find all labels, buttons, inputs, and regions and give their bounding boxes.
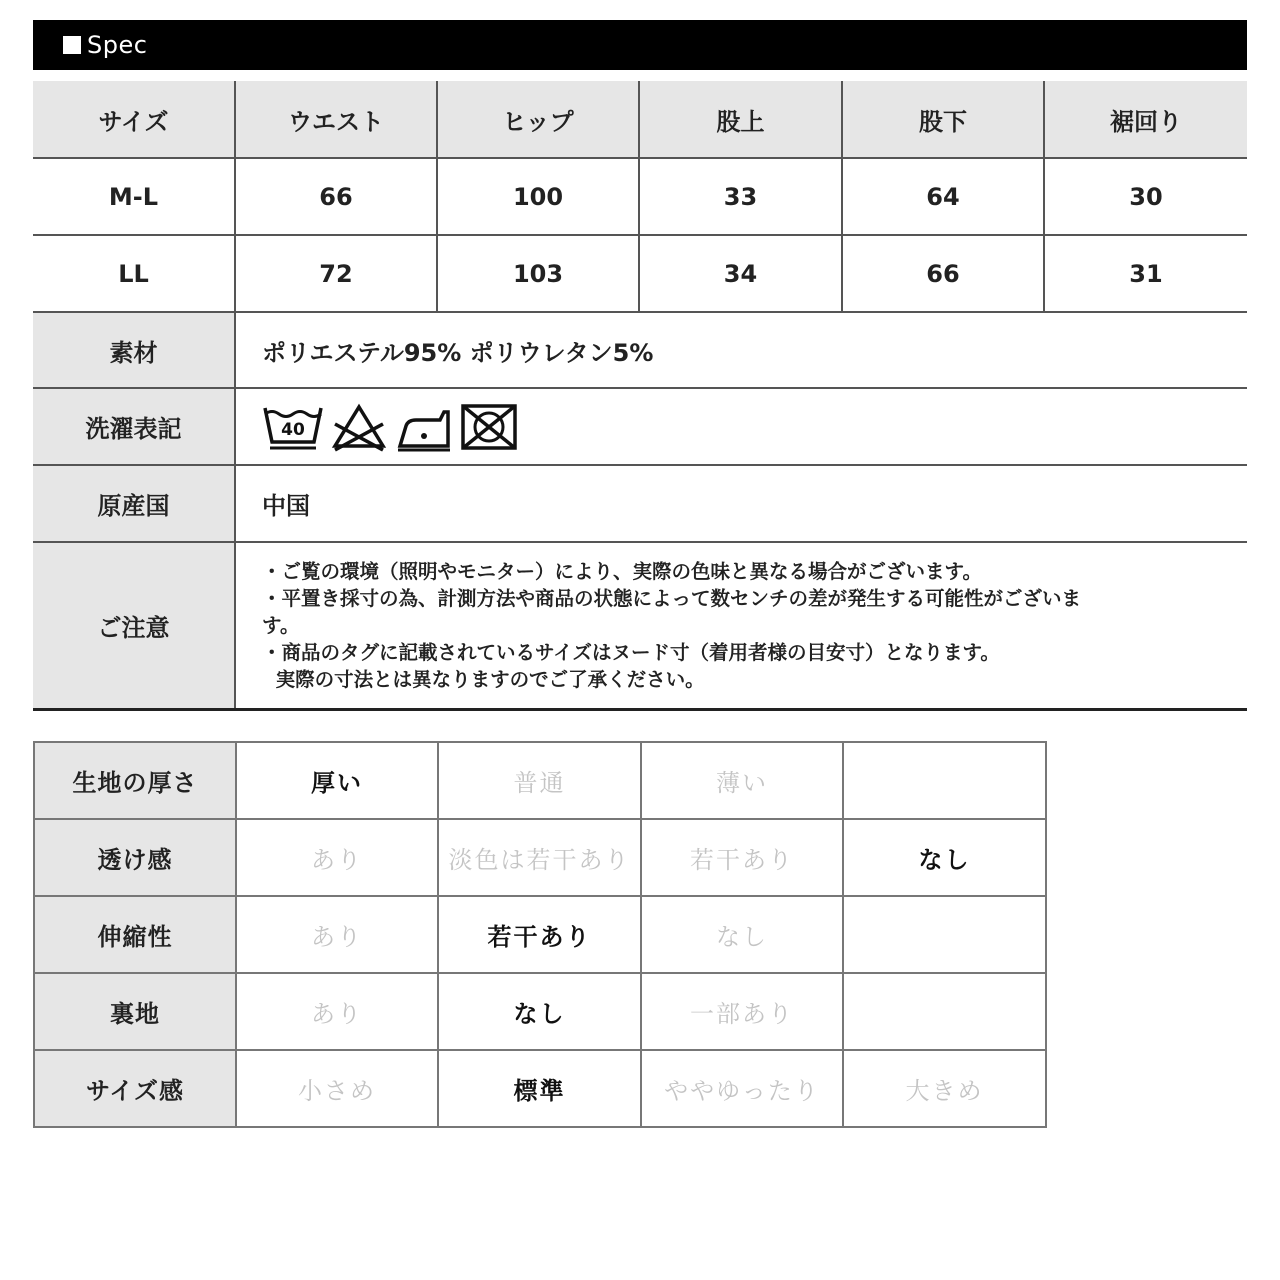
attribute-option-selected: 厚い [236,742,438,819]
no-bleach-icon [330,402,388,452]
attribute-option: 大きめ [843,1050,1046,1127]
attribute-row [34,742,1046,819]
svg-text:40: 40 [281,419,305,440]
attribute-option-selected: なし [438,973,641,1050]
attribute-label: 透け感 [34,819,236,896]
attribute-label: 伸縮性 [34,896,236,973]
header-waist: ウエスト [235,81,437,158]
notice-line: ・商品のタグに記載されているサイズはヌード寸（着用者様の目安寸）となります。 [262,640,1000,664]
attribute-option-selected: 若干あり [438,896,641,973]
rise-cell: 33 [639,158,842,235]
size-cell: M-L [33,158,235,235]
spec-table [33,81,1247,711]
attribute-label: 裏地 [34,973,236,1050]
attribute-row [34,973,1046,1050]
header-inseam: 股下 [842,81,1044,158]
attribute-row [34,1050,1046,1127]
attribute-option: なし [641,896,843,973]
origin-label: 原産国 [33,465,235,542]
attribute-row [34,819,1046,896]
hem-cell: 31 [1044,235,1247,312]
attribute-option: あり [236,896,438,973]
hip-cell: 103 [437,235,639,312]
inseam-cell: 64 [842,158,1044,235]
hem-cell: 30 [1044,158,1247,235]
care-row [33,388,1247,465]
inseam-cell: 66 [842,235,1044,312]
notice-line: す。 [262,613,300,637]
header-hem: 裾回り [1044,81,1247,158]
attribute-option: 若干あり [641,819,843,896]
material-label: 素材 [33,312,235,388]
waist-cell: 66 [235,158,437,235]
header-rise: 股上 [639,81,842,158]
header-hip: ヒップ [437,81,639,158]
notice-row [33,542,1247,709]
attribute-option: あり [236,973,438,1050]
iron-low-icon [394,402,452,452]
care-icons [262,402,1247,452]
notice-label: ご注意 [33,542,235,709]
material-row [33,312,1247,388]
size-header-row [33,81,1247,158]
rise-cell: 34 [639,235,842,312]
square-bullet-icon [63,36,81,54]
spec-title: Spec [87,31,148,59]
attribute-option: 普通 [438,742,641,819]
attribute-option: 一部あり [641,973,843,1050]
material-value: ポリエステル95% ポリウレタン5% [235,312,1247,388]
wash-40-icon [262,402,324,452]
attribute-option [843,742,1046,819]
attribute-option: 薄い [641,742,843,819]
attribute-label: サイズ感 [34,1050,236,1127]
size-cell: LL [33,235,235,312]
origin-row [33,465,1247,542]
notice-text [235,542,1247,709]
hip-cell: 100 [437,158,639,235]
origin-value: 中国 [235,465,1247,542]
fabric-attributes-table [33,741,1047,1128]
attribute-label: 生地の厚さ [34,742,236,819]
notice-line: ・ご覧の環境（照明やモニター）により、実際の色味と異なる場合がございます。 [262,559,982,583]
notice-line: 実際の寸法とは異なりますのでご了承ください。 [262,667,705,691]
spec-header [33,20,1247,70]
attribute-option: ややゆったり [641,1050,843,1127]
attribute-option: あり [236,819,438,896]
attribute-option-selected: なし [843,819,1046,896]
attribute-option: 小さめ [236,1050,438,1127]
table-row [33,235,1247,312]
header-size: サイズ [33,81,235,158]
table-row [33,158,1247,235]
attribute-option-selected: 標準 [438,1050,641,1127]
attribute-row [34,896,1046,973]
waist-cell: 72 [235,235,437,312]
care-symbols [235,388,1247,465]
no-tumble-dry-icon [458,402,520,452]
notice-line: ・平置き採寸の為、計測方法や商品の状態によって数センチの差が発生する可能性がございま [262,586,1082,610]
attribute-option: 淡色は若干あり [438,819,641,896]
attribute-option [843,896,1046,973]
care-label: 洗濯表記 [33,388,235,465]
attribute-option [843,973,1046,1050]
